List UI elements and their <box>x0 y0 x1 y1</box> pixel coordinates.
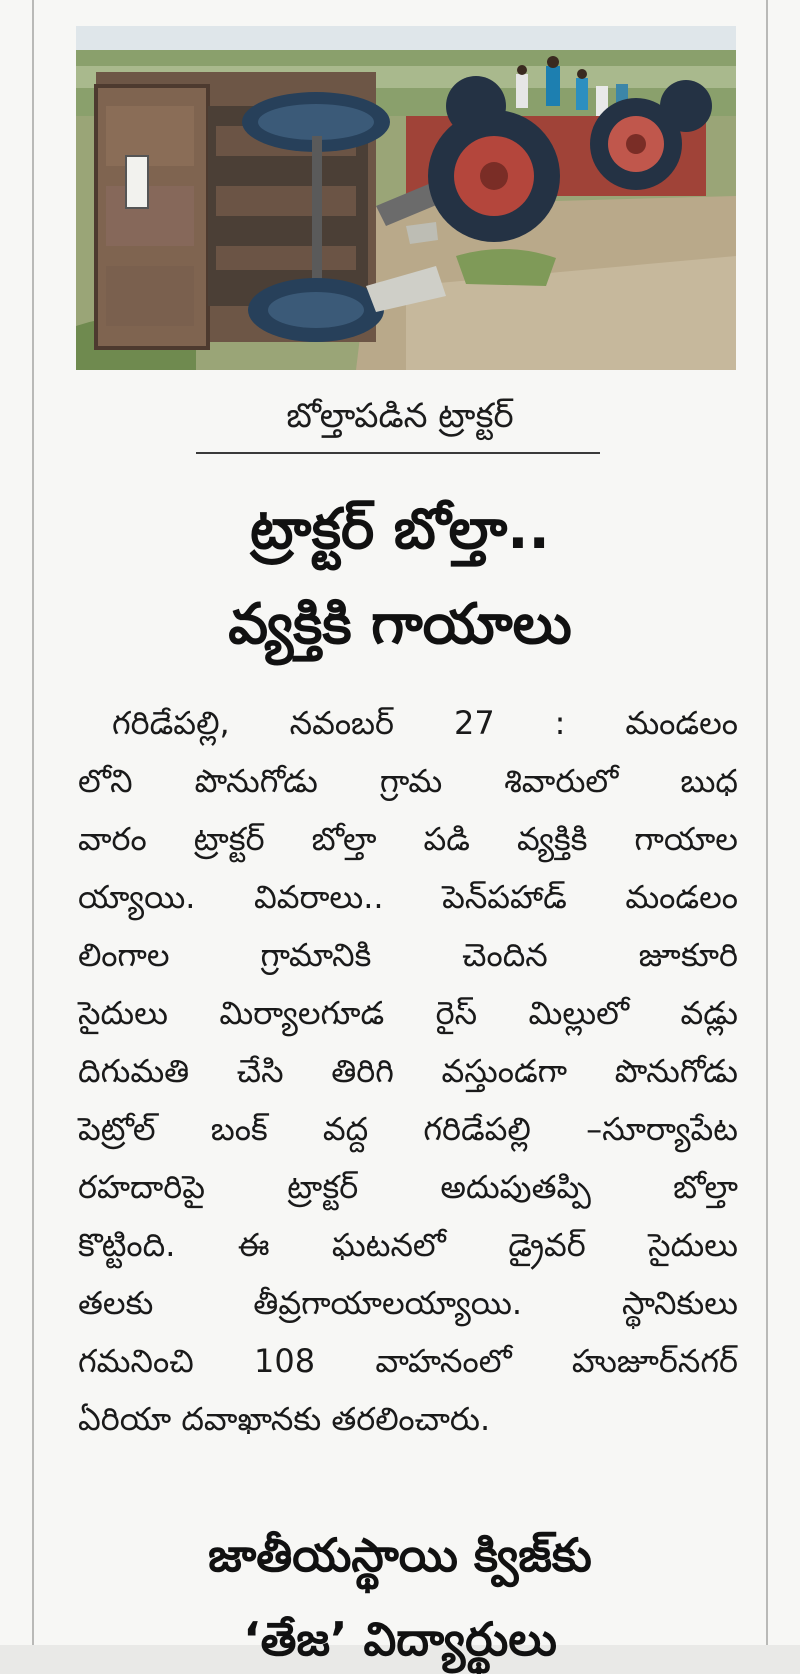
photo-caption: బోల్తాపడిన ట్రాక్టర్ <box>286 396 514 436</box>
body-line: గరిడేపల్లి, నవంబర్ 27 : మండలం <box>112 704 738 742</box>
next-headline-line-1: జాతీయస్థాయి క్విజ్‌కు <box>208 1528 592 1582</box>
column-rule-left <box>32 0 34 1645</box>
body-line: పెట్రోల్ బంక్ వద్ద గరిడేపల్లి –సూర్యాపేట <box>78 1110 738 1148</box>
next-headline-line-2: ‘తేజ’ విద్యార్థులు <box>243 1612 557 1666</box>
body-line: దిగుమతి చేసి తిరిగి వస్తుండగా పొనుగోడు <box>78 1052 738 1090</box>
body-line: కొట్టింది. ఈ ఘటనలో డ్రైవర్ సైదులు <box>78 1226 738 1264</box>
news-photo-overturned-tractor <box>76 26 736 370</box>
body-line: రహదారిపై ట్రాక్టర్ అదుపుతప్పి బోల్తా <box>78 1168 738 1206</box>
body-line: వారం ట్రాక్టర్ బోల్తా పడి వ్యక్తికి గాయాల <box>78 820 738 858</box>
column-rule-right <box>766 0 768 1645</box>
headline-line-2: వ్యక్తికి గాయాలు <box>228 592 572 657</box>
article-body <box>78 694 738 1448</box>
body-line: లింగాల గ్రామానికి చెందిన జూకూరి <box>78 936 738 974</box>
body-line: ఏరియా దవాఖానకు తరలించారు. <box>78 1400 491 1438</box>
body-line: సైదులు మిర్యాలగూడ రైస్ మిల్లులో వడ్లు <box>78 994 738 1032</box>
body-line: య్యాయి. వివరాలు.. పెన్‌పహాడ్ మండలం <box>78 878 738 916</box>
body-line: గమనించి 108 వాహనంలో హుజూర్‌నగర్ <box>78 1342 738 1380</box>
caption-divider <box>196 452 600 454</box>
headline-line-1: ట్రాక్టర్ బోల్తా.. <box>250 497 550 562</box>
body-line: లోని పొనుగోడు గ్రామ శివారులో బుధ <box>78 762 738 800</box>
body-line: తలకు తీవ్రగాయాలయ్యాయి. స్థానికులు <box>78 1284 738 1322</box>
